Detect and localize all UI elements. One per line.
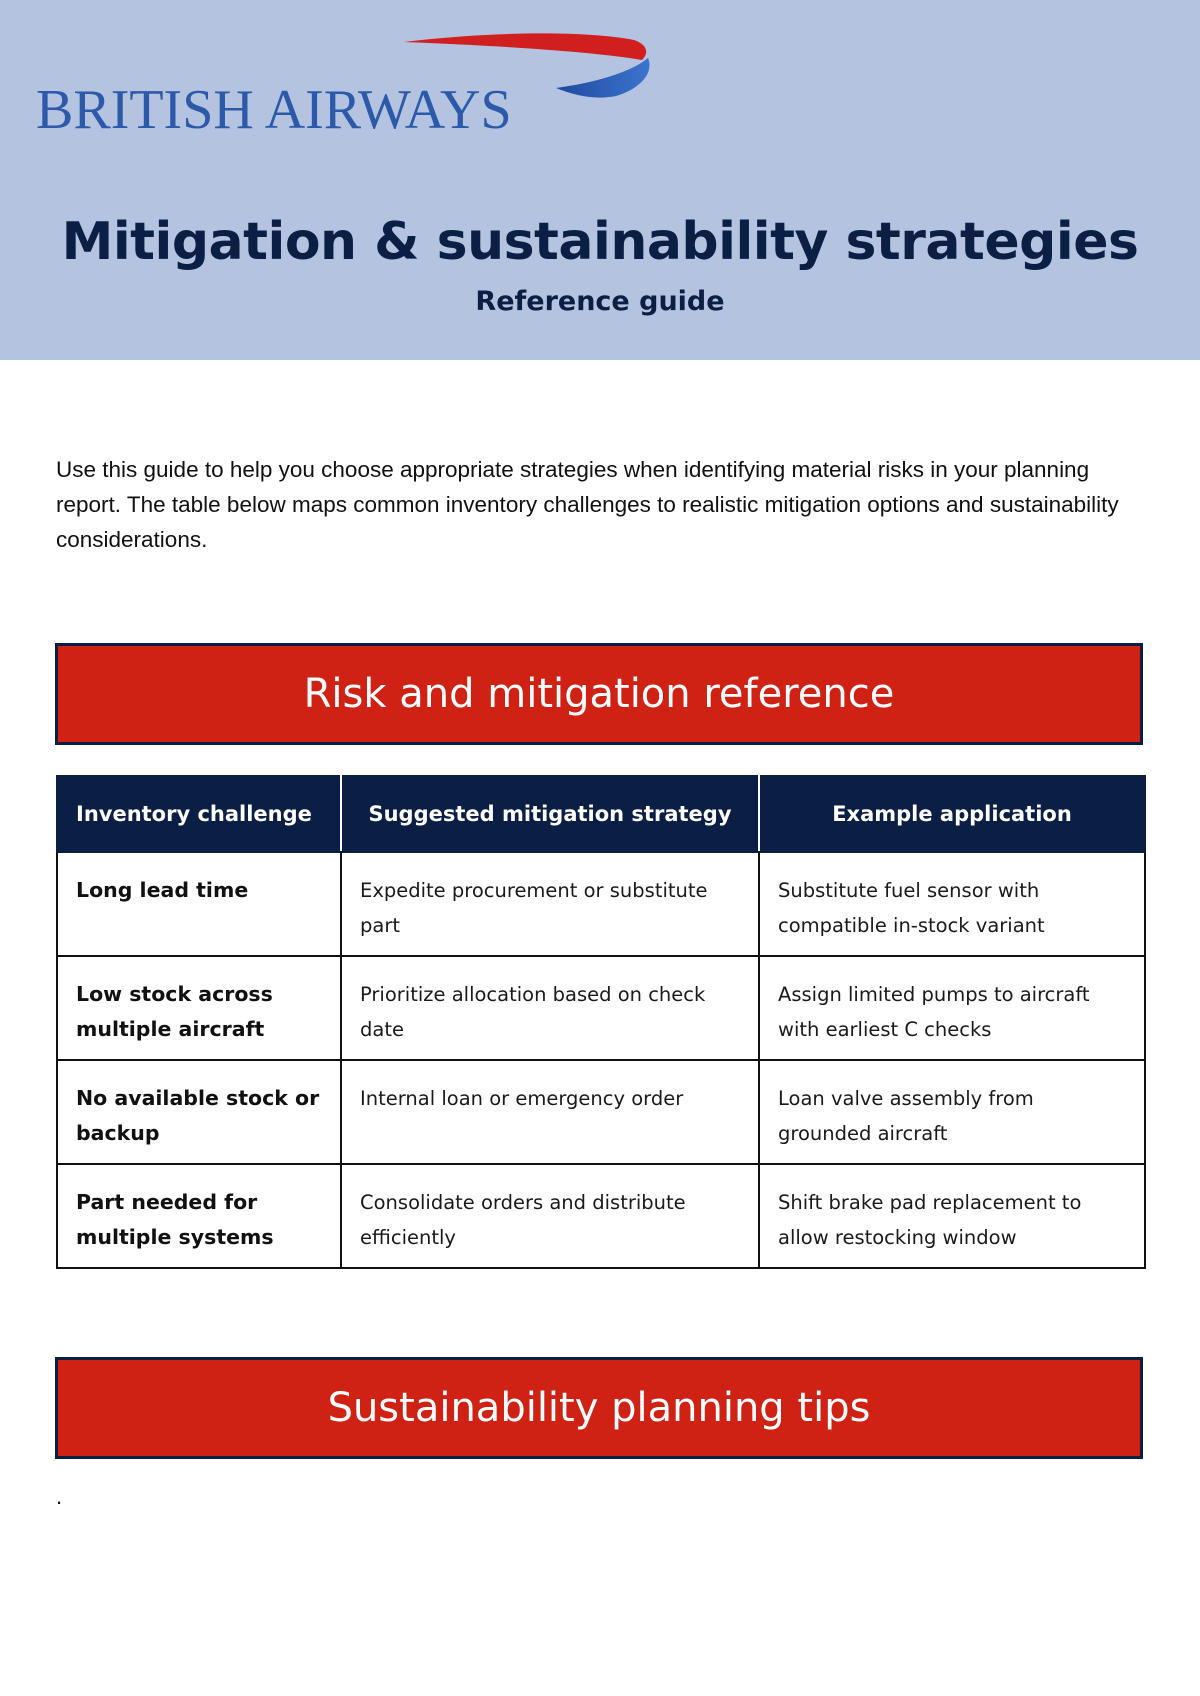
table-row (57, 852, 1145, 956)
risk-section-heading: Risk and mitigation reference (55, 643, 1143, 745)
table-row (57, 1164, 1145, 1268)
page-title: Mitigation & sustainability strategies (61, 212, 1139, 272)
intro-paragraph: Use this guide to help you choose appropriate strategies when identifying material risks in your planning report. The table below maps common inventory challenges to realistic mitigation options and sustainability considerations. (56, 457, 1119, 552)
challenge-cell: Long lead time (57, 852, 341, 956)
strategy-cell: Internal loan or emergency order (341, 1060, 759, 1164)
challenge-cell: Low stock across multiple aircraft (57, 956, 341, 1060)
challenge-cell: Part needed for multiple systems (57, 1164, 341, 1268)
table-header-row (57, 776, 1145, 852)
challenge-cell: No available stock or backup (57, 1060, 341, 1164)
sustainability-body: . (56, 1484, 63, 1509)
page-subtitle: Reference guide (475, 286, 725, 317)
example-cell: Assign limited pumps to aircraft with earliest C checks (759, 956, 1145, 1060)
column-header: Example application (759, 776, 1145, 852)
british-airways-logo (36, 30, 676, 150)
example-cell: Substitute fuel sensor with compatible in-stock variant (759, 852, 1145, 956)
example-cell: Shift brake pad replacement to allow restocking window (759, 1164, 1145, 1268)
table-row (57, 1060, 1145, 1164)
strategy-cell: Prioritize allocation based on check date (341, 956, 759, 1060)
page-header (0, 0, 1200, 360)
risk-mitigation-table (56, 775, 1146, 1269)
strategy-cell: Consolidate orders and distribute efficiently (341, 1164, 759, 1268)
column-header: Suggested mitigation strategy (341, 776, 759, 852)
logo-wordmark: BRITISH AIRWAYS (36, 79, 512, 141)
table-row (57, 956, 1145, 1060)
strategy-cell: Expedite procurement or substitute part (341, 852, 759, 956)
sustainability-section-heading: Sustainability planning tips (55, 1357, 1143, 1459)
column-header: Inventory challenge (57, 776, 341, 852)
example-cell: Loan valve assembly from grounded aircraft (759, 1060, 1145, 1164)
